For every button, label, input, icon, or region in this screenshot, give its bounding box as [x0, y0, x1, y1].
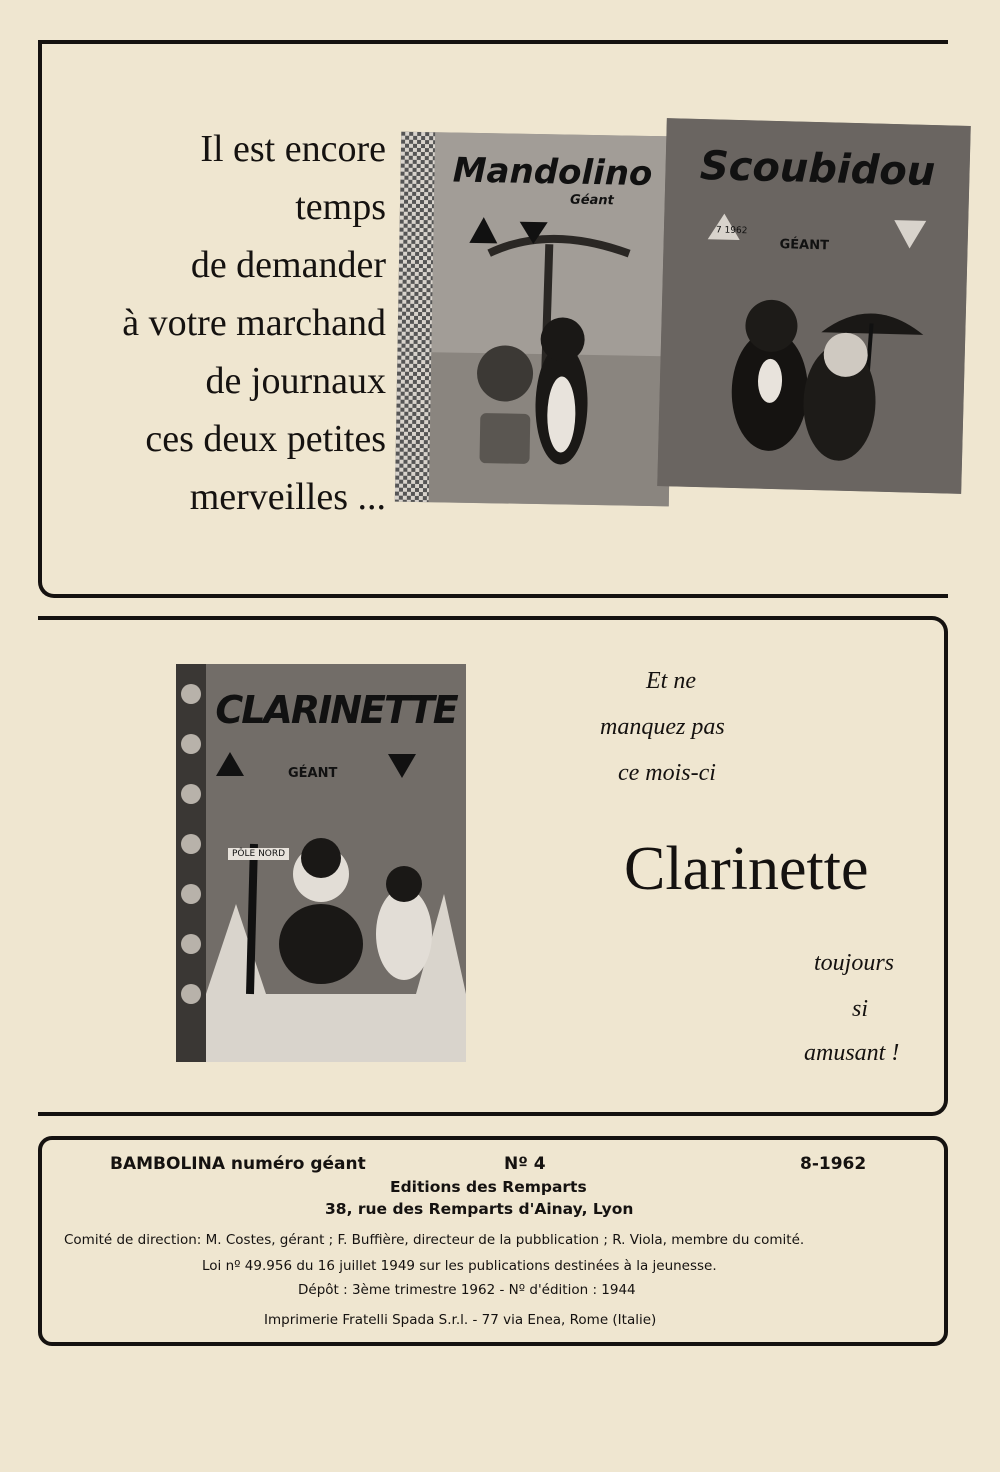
headline-line: Il est encore [200, 128, 386, 170]
promo-tag-1: toujours [814, 950, 895, 976]
promo-line-3: ce mois-ci [618, 760, 716, 786]
imprint-printer: Imprimerie Fratelli Spada S.r.l. - 77 via Enea, Rome (Italie) [264, 1312, 657, 1328]
clarinette-cover-subtitle: GÉANT [288, 766, 338, 781]
imprint-publisher: Editions des Remparts [390, 1178, 587, 1196]
imprint-committee: Comité de direction: M. Costes, gérant ; F. Buffière, directeur de la pubblication ; R. Viola, membre du comité. [64, 1232, 805, 1248]
imprint-deposit: Dépôt : 3ème trimestre 1962 - Nº d'édition : 1944 [298, 1282, 636, 1298]
mandolino-cover-title: Mandolino [452, 150, 653, 195]
headline [60, 120, 386, 526]
promo-tag-3: amusant ! [804, 1040, 900, 1066]
clarinette-cover-title: CLARINETTE [215, 688, 457, 732]
mandolino-cover-subtitle: Géant [569, 192, 614, 209]
scoubidou-cover-title: Scoubidou [699, 142, 936, 196]
imprint-law: Loi nº 49.956 du 16 juillet 1949 sur les publications destinées à la jeunesse. [202, 1258, 717, 1274]
imprint-publication: BAMBOLINA numéro géant [110, 1154, 366, 1174]
scoubidou-cover-badge: 7 1962 [715, 225, 748, 237]
headline-line: temps [295, 186, 386, 228]
promo-title: Clarinette [624, 835, 869, 903]
scoubidou-cover-image [657, 118, 971, 494]
headline-line: de journaux [205, 360, 386, 402]
promo-tag-2: si [852, 996, 869, 1022]
headline-line: à votre marchand [122, 302, 386, 344]
promo-line-1: Et ne [646, 668, 696, 694]
scoubidou-cover-subtitle: GÉANT [779, 237, 830, 254]
mandolino-cover-image [395, 132, 675, 507]
headline-line: ces deux petites [145, 418, 386, 460]
clarinette-cover-sign: PÔLE NORD [228, 848, 289, 860]
clarinette-cover-image [176, 664, 466, 1062]
promo-line-2: manquez pas [600, 714, 725, 740]
imprint-address: 38, rue des Remparts d'Ainay, Lyon [325, 1200, 634, 1218]
imprint-number: Nº 4 [504, 1154, 546, 1174]
headline-line: de demander [190, 244, 386, 286]
headline-line: merveilles ... [189, 476, 386, 518]
imprint-date: 8-1962 [800, 1154, 867, 1174]
